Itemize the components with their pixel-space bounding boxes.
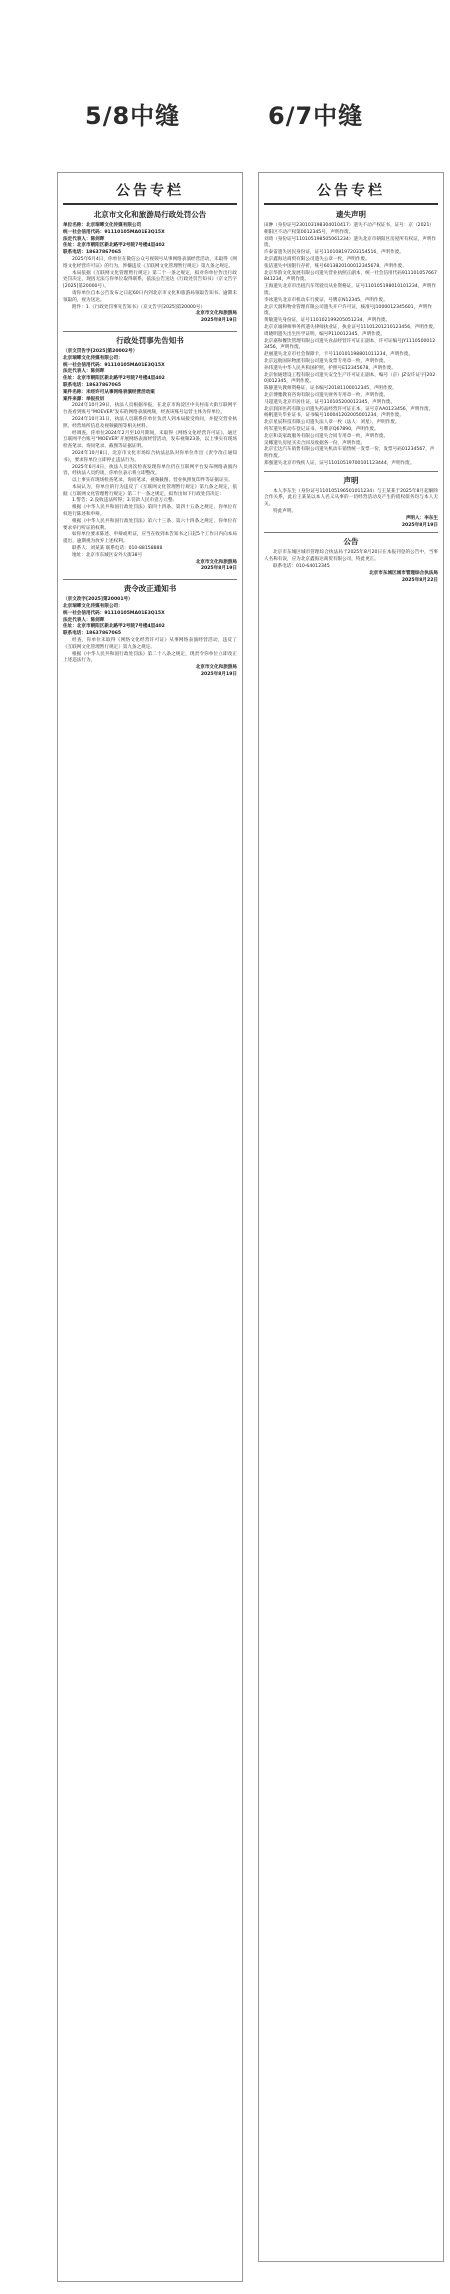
divider [63,579,237,580]
notice-paragraph: 经调查，你单位2024年2月至10月期间，未取得《网络文化经营许可证》，通过互联网平台账号“MOEVER”开展网络表演经营活动，发布视频23条，以上事实有现场检查笔录、询问笔录、截图等证据证明。 [63,430,237,450]
notice-meta-line: 北京瑞晞文化传媒有限公司： [63,355,123,361]
notice-block [63,335,237,573]
right-notice-column [258,172,444,2262]
notice-paragraph: 本局认为，你单位的行为违反了《互联网文化管理暂行规定》第九条之规定，依据《互联网文化管理暂行规定》第二十一条之规定，拟作出如下行政处罚决定： [63,484,237,497]
notice-meta-line: 联系电话：18637867065 [63,382,122,388]
notice-meta-line: （京文改字[2025]第20001号） [63,597,133,603]
lost-notice-entry: 北京宏达汽车销售有限公司遗失机动车销售统一发票一份，发票号码01234567，声明作废。 [264,447,435,460]
notice-signature: 北京市文化和旅游局 [195,311,237,317]
notice-paragraph: 本局依据《互联网文化管理暂行规定》第二十一条之规定，拟对你单位作出行政处罚决定，现因无法与你单位取得联系，依法公告送达《行政处罚告知书》（京文告字[2025]第20000号）。 [63,270,237,290]
notice-heading: 北京市文化和旅游局行政处罚公告 [93,210,207,219]
notice-meta-line: 统一社会信用代码：91110105MA01E3Q15X [63,362,165,368]
notice-meta-line: 住址：北京市朝阳区新北路甲2号院7号楼4层402 [63,624,165,630]
notice-block [63,209,237,325]
notice-title: 公告 [343,537,359,547]
notice-meta-line: 北京瑞晞文化传媒有限公司： [63,604,123,610]
notice-meta-line: 住址：北京市朝阳区新北路甲2号院7号楼4层402 [63,376,165,382]
notice-signature: 2025年8月19日 [200,672,237,678]
lost-notice-entry: 北京华韵文化发展有限公司遗失营业执照正副本，统一社会信用代码911101057667841234，声明作废。 [264,270,437,283]
lost-notice-entry: 北京远航国际物流有限公司遗失发票专用章一枚，声明作废。 [264,358,389,364]
notice-paragraph: 如你单位要求陈述、申辩或听证，应当在收到本告知书之日起5个工作日内向本局提出，逾期视为放弃上述权利。 [63,532,237,545]
divider [264,532,438,533]
notice-meta-line: 单位名称：北京瑞晞文化传媒有限公司 [63,223,142,228]
notice-heading: 行政处罚事先告知书 [116,335,184,345]
lost-notice-entry: 刘琦（身份证号110105198505061234）遗失北京市朝阳区房屋所有权证，声明作废。 [264,236,437,249]
lost-notice-entry: 北京博雅教育咨询有限公司遗失财务专用章一枚，声明作废。 [264,392,389,398]
notice-signature: 北京市文化和旅游局 [195,559,237,565]
left-fold-title: 5/8中缝 [85,102,181,130]
notice-paragraph: 附件：1.《行政处罚事先告知书》（京文告字[2025]第20000号） [72,304,206,310]
notice-paragraph: 联系人：刘某某 联系电话：010-88158888 [72,546,163,552]
notice-meta-line: 统一社会信用代码：91110105MA01E3Q15X [63,610,165,616]
left-notice-list [63,209,237,679]
divider [264,471,438,472]
notice-meta-line: 联系电话：18637867065 [63,631,122,637]
notice-paragraph: 根据《中华人民共和国行政处罚法》第六十三条、第六十四条之规定，你单位有要求举行听证的权利。 [63,518,237,531]
lost-notice-entry: 陈静遗失教师资格证，证书编号20181100012345，声明作废。 [264,386,397,392]
statement-title: 声明 [343,475,359,485]
lost-notice-entry: 赵丽遗失北京市社会保障卡，卡号110101198801011234，声明作废。 [264,352,414,358]
lost-notice-entry: 北京恒通建设工程有限公司遗失安全生产许可证正副本，编号（京）JZ安许证字[2020]012345，声明作废。 [264,372,436,385]
notice-paragraph: 2024年10月8日，北京市文化市场综合执法总队对你单位作出《责令改正通知书》，要求你单位立即停止违法行为。 [63,450,237,463]
notice-signature: 北京市文化和旅游局 [195,665,237,671]
lost-notice-section-title: 遗失声明 [336,210,366,219]
lost-notice-entry: 孙伟遗失中华人民共和国护照，护照号E12345678，声明作废。 [264,365,396,371]
notice-paragraph: 请你单位自本公告发布之日起60日内到北京市文化和旅游局领取告知书。逾期未领取的，视为送达。 [63,290,237,303]
notice-meta-line: 法定代表人：陈剑晖 [63,236,105,242]
right-column-banner: 公告专栏 [264,176,438,205]
lost-notice-entry: 杨帆遗失毕业证书，证书编号100041202005001234，声明作废。 [264,413,404,419]
notice-signature: 2025年8月22日 [401,577,438,583]
notice-heading: 责令改正通知书 [123,584,177,594]
notice-paragraph: 根据《中华人民共和国行政处罚法》第四十四条、第四十五条之规定，你单位有权进行陈述和申辩。 [63,505,237,518]
lost-notice-entry: 何军遗失机动车登记证书，号牌京Q67890，声明作废。 [264,426,379,432]
lost-notice-entry: 北京京诚律师事务所遗失律师执业证，执业证号11101201210123456，声明作废。 [264,324,438,330]
statement-signature: 2025年8月19日 [401,522,438,528]
notice-block [63,583,237,679]
lost-notice-entry: 王海遗失北京市出租汽车驾驶员从业资格证，证号110105198010101234，声明作废。 [264,284,437,296]
left-notice-column [57,172,243,2282]
notice-signature: 2025年8月19日 [200,566,237,572]
notice-paragraph: 以上事实有现场检查笔录、询问笔录、视频截图、营业执照复印件等证据证实。 [72,478,233,484]
lost-notice-entry: 北京嘉和餐饮管理有限公司遗失食品经营许可证正副本，许可证编号JY11105000123456，声明作废。 [264,338,436,351]
notice-body [264,550,438,584]
notice-paragraph: 2025年6月4日，你单位在微信公众号视频号从事网络表演经营活动，未取得《网络文化经营许可证》的行为，涉嫌违反《互联网文化管理暂行规定》第九条之规定。 [63,256,237,269]
notice-meta-line: 统一社会信用代码：91110105MA01E3Q15X [63,229,165,235]
left-column-banner: 公告专栏 [63,176,237,205]
lost-notice-entry: 田翀（身份证号230103198304010417）遗失不动产权证书，证号：京（2021）朝阳区不动产权第0012345号，声明作废。 [264,223,434,235]
statement-signature: 声明人：李东生 [405,515,438,521]
notice-meta-line: 法定代表人：陈剑晖 [63,369,105,375]
notice-meta-line: 法定代表人：陈剑晖 [63,617,105,623]
lost-notice-entry: 黄敏遗失身份证，证号110102199205051234，声明作废。 [264,318,391,324]
lost-notice-entry: 郑强遗失北京市残疾人证，证号11010519700101123444，声明作废。 [264,460,415,466]
right-fold-title: 6/7中缝 [268,102,364,130]
notice-paragraph: 2025年6月4日，执法人员再次检查发现你单位仍在互联网平台发布网络表演内容，经执法人员约谈，你单位表示将立即整改。 [63,464,237,477]
lost-notice-entry: 许泰雷遗失居民身份证，证号110108197203154516，声明作废。 [264,250,404,256]
lost-notice-entry: 周晓明遗失出生医学证明，编号P110012345，声明作废。 [264,331,385,337]
lost-notice-entry: 北京鑫海达商贸有限公司遗失公章一枚，声明作废。 [264,256,370,262]
notice-signature: 北京市东城区城市管理综合执法局 [369,570,438,576]
notice-paragraph: 根据《中华人民共和国行政处罚法》第二十八条之规定，现责令你单位立即改正上述违法行为。 [63,651,237,664]
lost-notice-entry: 李冰遗失北京市机动车行驶证，号牌京N12345，声明作废。 [264,297,388,303]
notice-meta-line: 案件来源：举报投诉 [63,396,105,402]
lost-notice-entry: 马超遗失北京市居住证，证号110105200012345，声明作废。 [264,399,396,405]
lost-notice-entry: 北京润泽医药有限公司遗失药品经营许可证正本，证号京AA0123456，声明作废。 [264,406,434,412]
notice-paragraph: 地址：北京市东城区安外大街38号 [72,552,143,558]
notice-meta-line: 住址：北京市朝阳区新北路甲2号院7号楼4层402 [63,243,165,249]
notice-paragraph: 1.警告；2.没收违法所得；3.罚款人民币壹万元整。 [72,498,178,504]
notice-meta-line: 联系电话：18637867065 [63,250,122,256]
statement-paragraph: 特此声明。 [273,509,296,515]
statement-paragraph: 本人李东生（身份证号110105196501011234）与王某某于2025年8月起解除合作关系，此后王某某以本人名义从事的一切经营活动及产生的债权债务均与本人无关。 [264,488,438,508]
lost-notice-entry: 北京天润和物业管理有限公司遗失开户许可证，核准号J1000012345601，声明作废。 [264,304,432,317]
lost-notice-entry: 吴娜遗失房屋买卖合同及收据各一份，声明作废。 [264,440,366,446]
notice-signature: 2025年8月19日 [200,318,237,324]
notice-paragraph: 经查，你单位未取得《网络文化经营许可证》从事网络表演经营活动，违反了《互联网文化管理暂行规定》第九条之规定。 [63,638,237,650]
lost-notice-entry: 北京和美家政服务有限公司遗失合同专用章一枚，声明作废。 [264,433,389,439]
notice-meta-line: 案件名称：未经许可从事网络表演经营活动案 [63,389,155,395]
page-header [0,0,450,180]
notice-paragraph: 2024年10月31日，执法人员联系你单位负责人到本局接受询问，并提交营业执照、经营场所信息及视频截图等相关材料。 [63,416,237,429]
divider [63,331,237,332]
notice-meta-line: （京文罚告字[2025]第20002号） [63,348,138,354]
lost-notice-entry: 北京星辰科技有限公司遗失法人章一枚（法人：刘星），声明作废。 [264,420,400,426]
lost-notice-list [264,223,438,468]
statement-body [264,489,438,530]
notice-paragraph: 联系电话：010-64012345 [273,564,330,570]
notice-paragraph: 2024年10月29日，执法人员根据举报，在北京市海淀区中关村南大街互联网平台查看到账号“MOEVER”发布的网络表演视频，经查该账号运营主体为你单位。 [63,403,237,416]
notice-paragraph: 北京市东城区城市管理综合执法局于2025年8月20日在本报刊登的公告中，当事人名称有误，应为北京鑫海达商贸有限公司，特此更正。 [264,550,438,563]
lost-notice-entry: 张洁遗失中国银行存折，账号6013820100012345678，声明作废。 [264,263,407,269]
